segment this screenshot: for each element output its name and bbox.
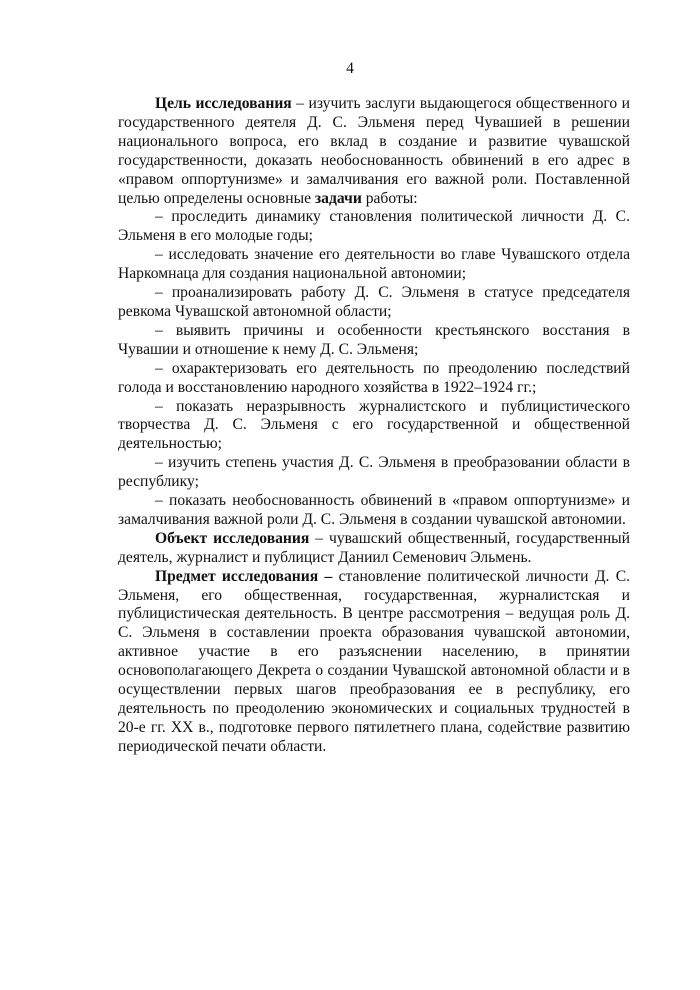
object-paragraph <box>118 530 630 568</box>
task-item: – охарактеризовать его деятельность по преодолению последствий голода и восстановлению народного хозяйства в 1922–1924 гг.; <box>118 359 630 396</box>
subject-label: Предмет исследования – <box>155 567 333 585</box>
tasks-word: задачи <box>314 189 362 207</box>
task-item: – показать неразрывность журналистского и публицистического творчества Д. С. Эльменя с его государственной и общественной деятельностью; <box>118 397 630 453</box>
page-number: 4 <box>346 60 354 77</box>
goal-text: – изучить заслуги выдающегося общественного и государственного деятеля Д. С. Эльменя перед Чувашией в решении национального вопроса, его вклад в создание и развитие чувашской государственности, доказать необоснованность обвинений в его адрес в «правом оппортунизме» и замалчивания его важной роли. Поставленной целью определены основные <box>118 95 631 207</box>
task-item: – исследовать значение его деятельности во главе Чувашского отдела Наркомнаца для создания национальной автономии; <box>118 246 630 283</box>
task-item: – выявить причины и особенности крестьянского восстания в Чувашии и отношение к нему Д. С. Эльменя; <box>118 321 630 358</box>
task-item: – проследить динамику становления политической личности Д. С. Эльменя в его молодые годы; <box>118 208 630 245</box>
subject-text: становление политической личности Д. С. Эльменя, его общественная, государственная, журналистская и публицистическая деятельность. В центре рассмотрения – ведущая роль Д. С. Эльменя в составлении проекта образования чувашской автономии, активное участие в его разъяснении населению, в принятии основополагающего Декрета о создании Чувашской автономной области и в осуществлении первых шагов преобразования ее в республику, его деятельность по преодолению экономических и социальных трудностей в 20-е гг. XX в., подготовке первого пятилетнего плана, содействие развитию периодической печати области. <box>118 567 631 755</box>
goal-label: Цель исследования <box>155 95 292 112</box>
object-label: Объект исследования <box>155 529 310 547</box>
document-body <box>118 95 630 757</box>
task-item: – проанализировать работу Д. С. Эльменя в статусе председателя ревкома Чувашской автономной области; <box>118 284 630 320</box>
goal-paragraph <box>118 95 630 208</box>
subject-paragraph <box>118 568 630 757</box>
goal-tail: работы: <box>361 189 418 207</box>
task-item: – изучить степень участия Д. С. Эльменя в преобразовании области в республику; <box>118 454 630 491</box>
object-text: – чувашский общественный, государственный деятель, журналист и публицист Даниил Семенович Эльмень. <box>118 529 630 566</box>
task-item: – показать необоснованность обвинений в «правом оппортунизме» и замалчивания важной роли Д. С. Эльменя в создании чувашской автономии. <box>118 492 630 528</box>
